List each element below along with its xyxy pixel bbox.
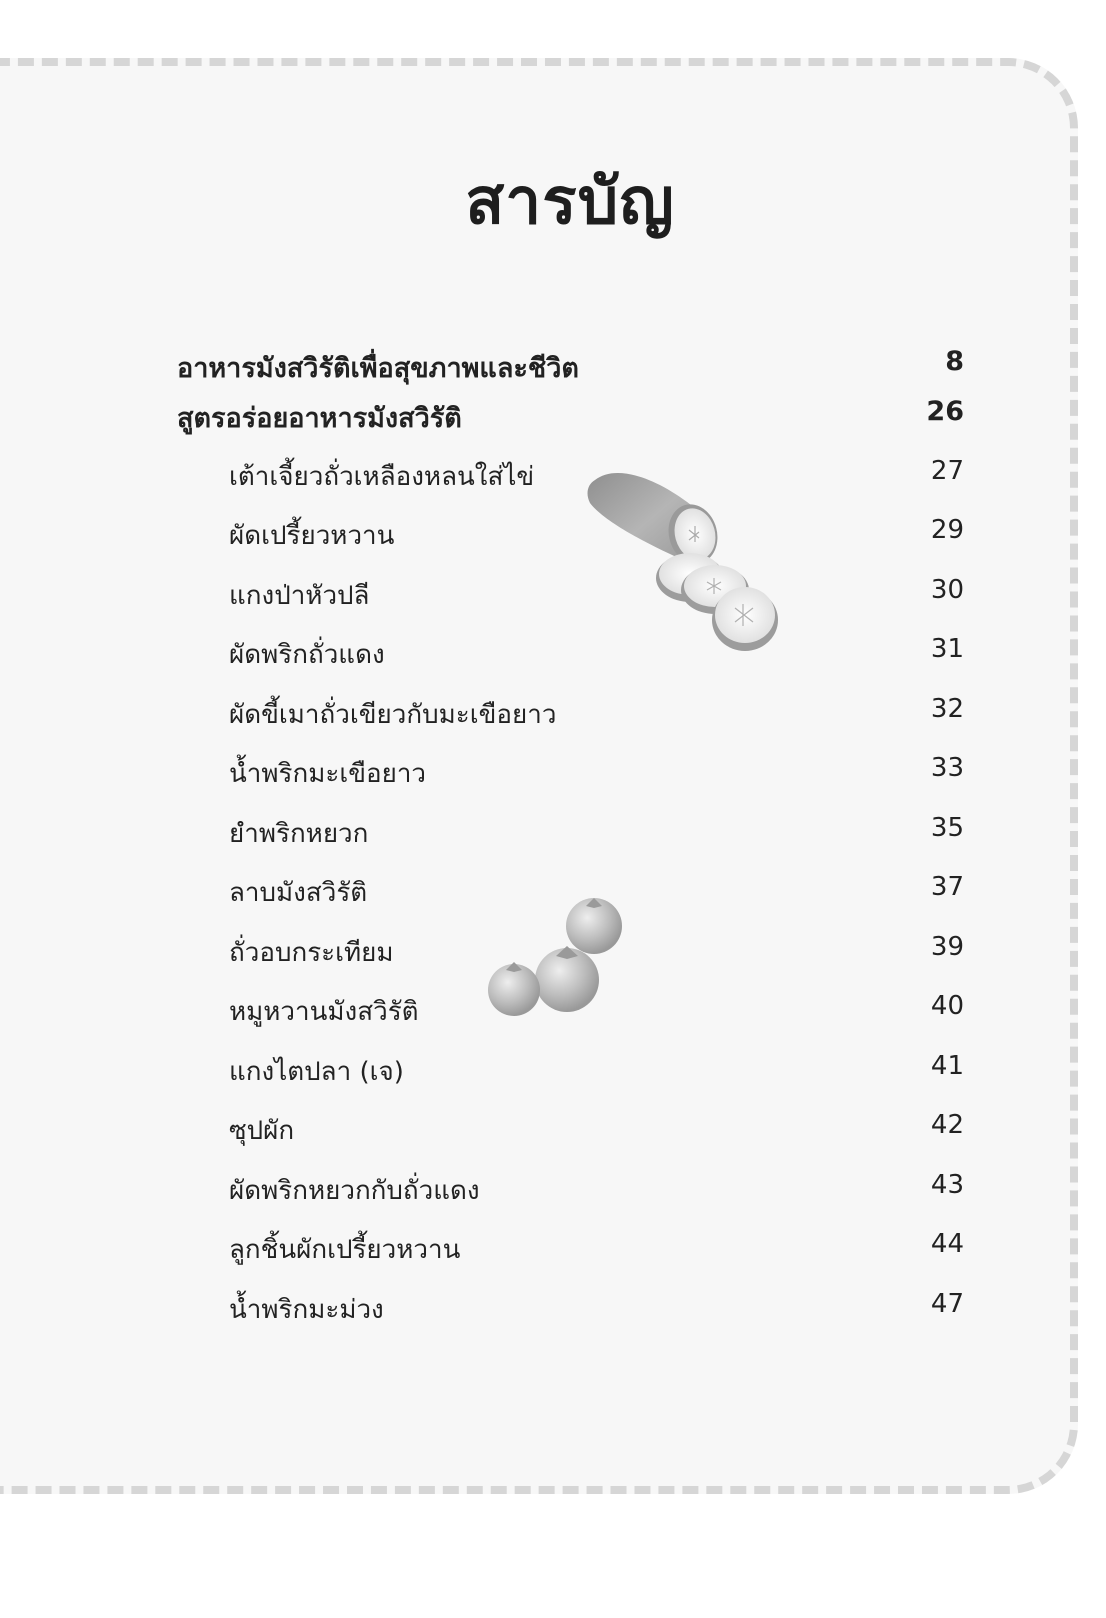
toc-item-row[interactable] (0, 456, 1106, 500)
tomato-illustration (486, 890, 636, 1034)
toc-section-label: อาหารมังสวิรัติเพื่อสุขภาพและชีวิต (177, 353, 579, 384)
toc-item-label: ถั่วอบกระเทียม (229, 938, 394, 968)
toc-item-page: 33 (930, 753, 964, 783)
toc-item-label: ผัดพริกถั่วแดง (229, 640, 385, 670)
toc-item-row[interactable] (0, 753, 1106, 797)
toc-item-label: ยำพริกหยวก (229, 819, 369, 849)
toc-item-label: แกงป่าหัวปลี (229, 581, 370, 611)
toc-item-row[interactable] (0, 1170, 1106, 1214)
toc-item-page: 30 (930, 575, 964, 605)
toc-item-page: 37 (930, 872, 964, 902)
toc-item-row[interactable] (0, 1229, 1106, 1273)
toc-item-page: 40 (930, 991, 964, 1021)
toc-item-page: 47 (930, 1289, 964, 1319)
toc-section-row[interactable] (0, 346, 1106, 390)
toc-item-label: ผัดเปรี้ยวหวาน (229, 521, 395, 551)
toc-item-page: 41 (930, 1051, 964, 1081)
toc-section-row[interactable] (0, 396, 1106, 440)
toc-item-row[interactable] (0, 1110, 1106, 1154)
toc-item-row[interactable] (0, 1051, 1106, 1095)
toc-item-page: 35 (930, 813, 964, 843)
toc-item-label: เต้าเจี้ยวถั่วเหลืองหลนใส่ไข่ (229, 462, 535, 492)
toc-item-page: 43 (930, 1170, 964, 1200)
toc-item-page: 42 (930, 1110, 964, 1140)
toc-item-page: 44 (930, 1229, 964, 1259)
toc-section-label: สูตรอร่อยอาหารมังสวิรัติ (177, 403, 462, 434)
toc-item-label: ลูกชิ้นผักเปรี้ยวหวาน (229, 1235, 461, 1265)
toc-item-label: ซุปผัก (229, 1116, 295, 1146)
toc-section-page: 26 (926, 396, 964, 427)
toc-item-label: ลาบมังสวิรัติ (229, 878, 368, 908)
toc-item-label: น้ำพริกมะเขือยาว (229, 759, 427, 789)
toc-item-page: 32 (930, 694, 964, 724)
toc-item-row[interactable] (0, 813, 1106, 857)
toc-item-label: หมูหวานมังสวิรัติ (229, 997, 419, 1027)
toc-item-page: 29 (930, 515, 964, 545)
toc-item-row[interactable] (0, 1289, 1106, 1333)
toc-item-label: ผัดพริกหยวกกับถั่วแดง (229, 1176, 480, 1206)
page-title: สารบัญ (465, 165, 675, 239)
toc-item-label: น้ำพริกมะม่วง (229, 1295, 384, 1325)
toc-item-row[interactable] (0, 634, 1106, 678)
toc-item-row[interactable] (0, 515, 1106, 559)
toc-item-page: 31 (930, 634, 964, 664)
toc-section-page: 8 (945, 346, 964, 377)
toc-item-label: ผัดขี้เมาถั่วเขียวกับมะเขือยาว (229, 700, 557, 730)
toc-item-page: 39 (930, 932, 964, 962)
toc-item-row[interactable] (0, 694, 1106, 738)
toc-item-label: แกงไตปลา (เจ) (229, 1057, 404, 1087)
toc-item-page: 27 (930, 456, 964, 486)
toc-item-row[interactable] (0, 575, 1106, 619)
cucumber-illustration (585, 468, 795, 672)
